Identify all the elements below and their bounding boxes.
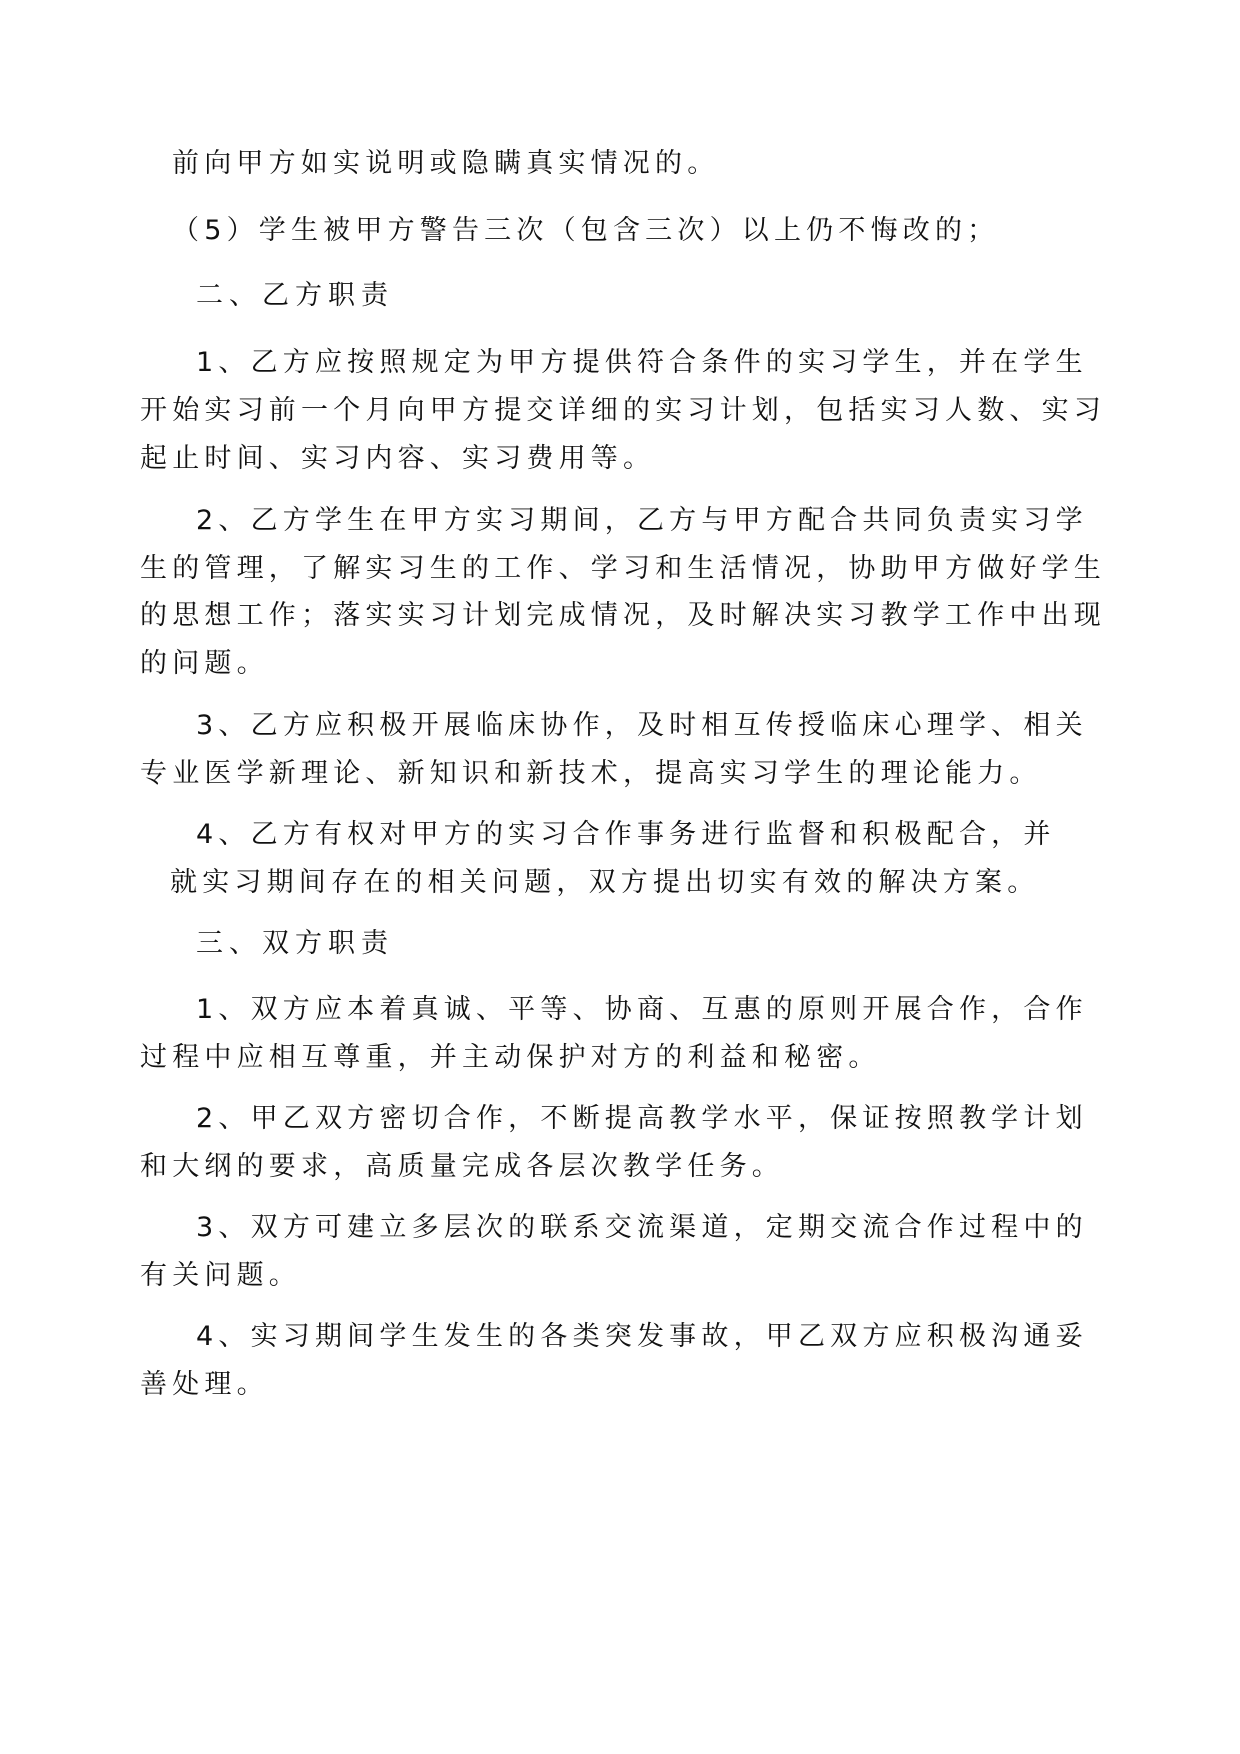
paragraph-line: 专业医学新理论、新知识和新技术，提高实习学生的理论能力。 xyxy=(140,758,1042,789)
paragraph-line: 生的管理，了解实习生的工作、学习和生活情况，协助甲方做好学生 xyxy=(140,553,1106,584)
paragraph-line: 2、乙方学生在甲方实习期间，乙方与甲方配合共同负责实习学 xyxy=(196,505,1088,536)
paragraph-line: 善处理。 xyxy=(140,1369,269,1400)
paragraph-line: 3、双方可建立多层次的联系交流渠道，定期交流合作过程中的 xyxy=(196,1212,1088,1243)
paragraph-line: 和大纲的要求，高质量完成各层次教学任务。 xyxy=(140,1151,784,1182)
paragraph-line: 2、甲乙双方密切合作，不断提高教学水平，保证按照教学计划 xyxy=(196,1103,1088,1134)
paragraph-line: （5）学生被甲方警告三次（包含三次）以上仍不悔改的； xyxy=(172,215,1000,246)
paragraph-line: 就实习期间存在的相关问题，双方提出切实有效的解决方案。 xyxy=(170,867,1040,898)
paragraph-line: 1、双方应本着真诚、平等、协商、互惠的原则开展合作，合作 xyxy=(196,994,1088,1025)
paragraph-line: 的思想工作；落实实习计划完成情况，及时解决实习教学工作中出现 xyxy=(140,600,1106,631)
paragraph-line: 3、乙方应积极开展临床协作，及时相互传授临床心理学、相关 xyxy=(196,710,1088,741)
paragraph-line: 有关问题。 xyxy=(140,1260,301,1291)
paragraph-line: 前向甲方如实说明或隐瞒真实情况的。 xyxy=(172,148,720,179)
paragraph-line: 4、乙方有权对甲方的实习合作事务进行监督和积极配合，并 xyxy=(196,819,1056,850)
paragraph-line: 的问题。 xyxy=(140,648,269,679)
section-heading-party-b: 二、乙方职责 xyxy=(196,280,394,311)
paragraph-line: 起止时间、实习内容、实习费用等。 xyxy=(140,443,656,474)
paragraph-line: 开始实习前一个月向甲方提交详细的实习计划，包括实习人数、实习 xyxy=(140,395,1106,426)
section-heading-both-parties: 三、双方职责 xyxy=(196,928,394,959)
paragraph-line: 4、实习期间学生发生的各类突发事故，甲乙双方应积极沟通妥 xyxy=(196,1321,1088,1352)
paragraph-line: 1、乙方应按照规定为甲方提供符合条件的实习学生，并在学生 xyxy=(196,347,1088,378)
paragraph-line: 过程中应相互尊重，并主动保护对方的利益和秘密。 xyxy=(140,1042,881,1073)
